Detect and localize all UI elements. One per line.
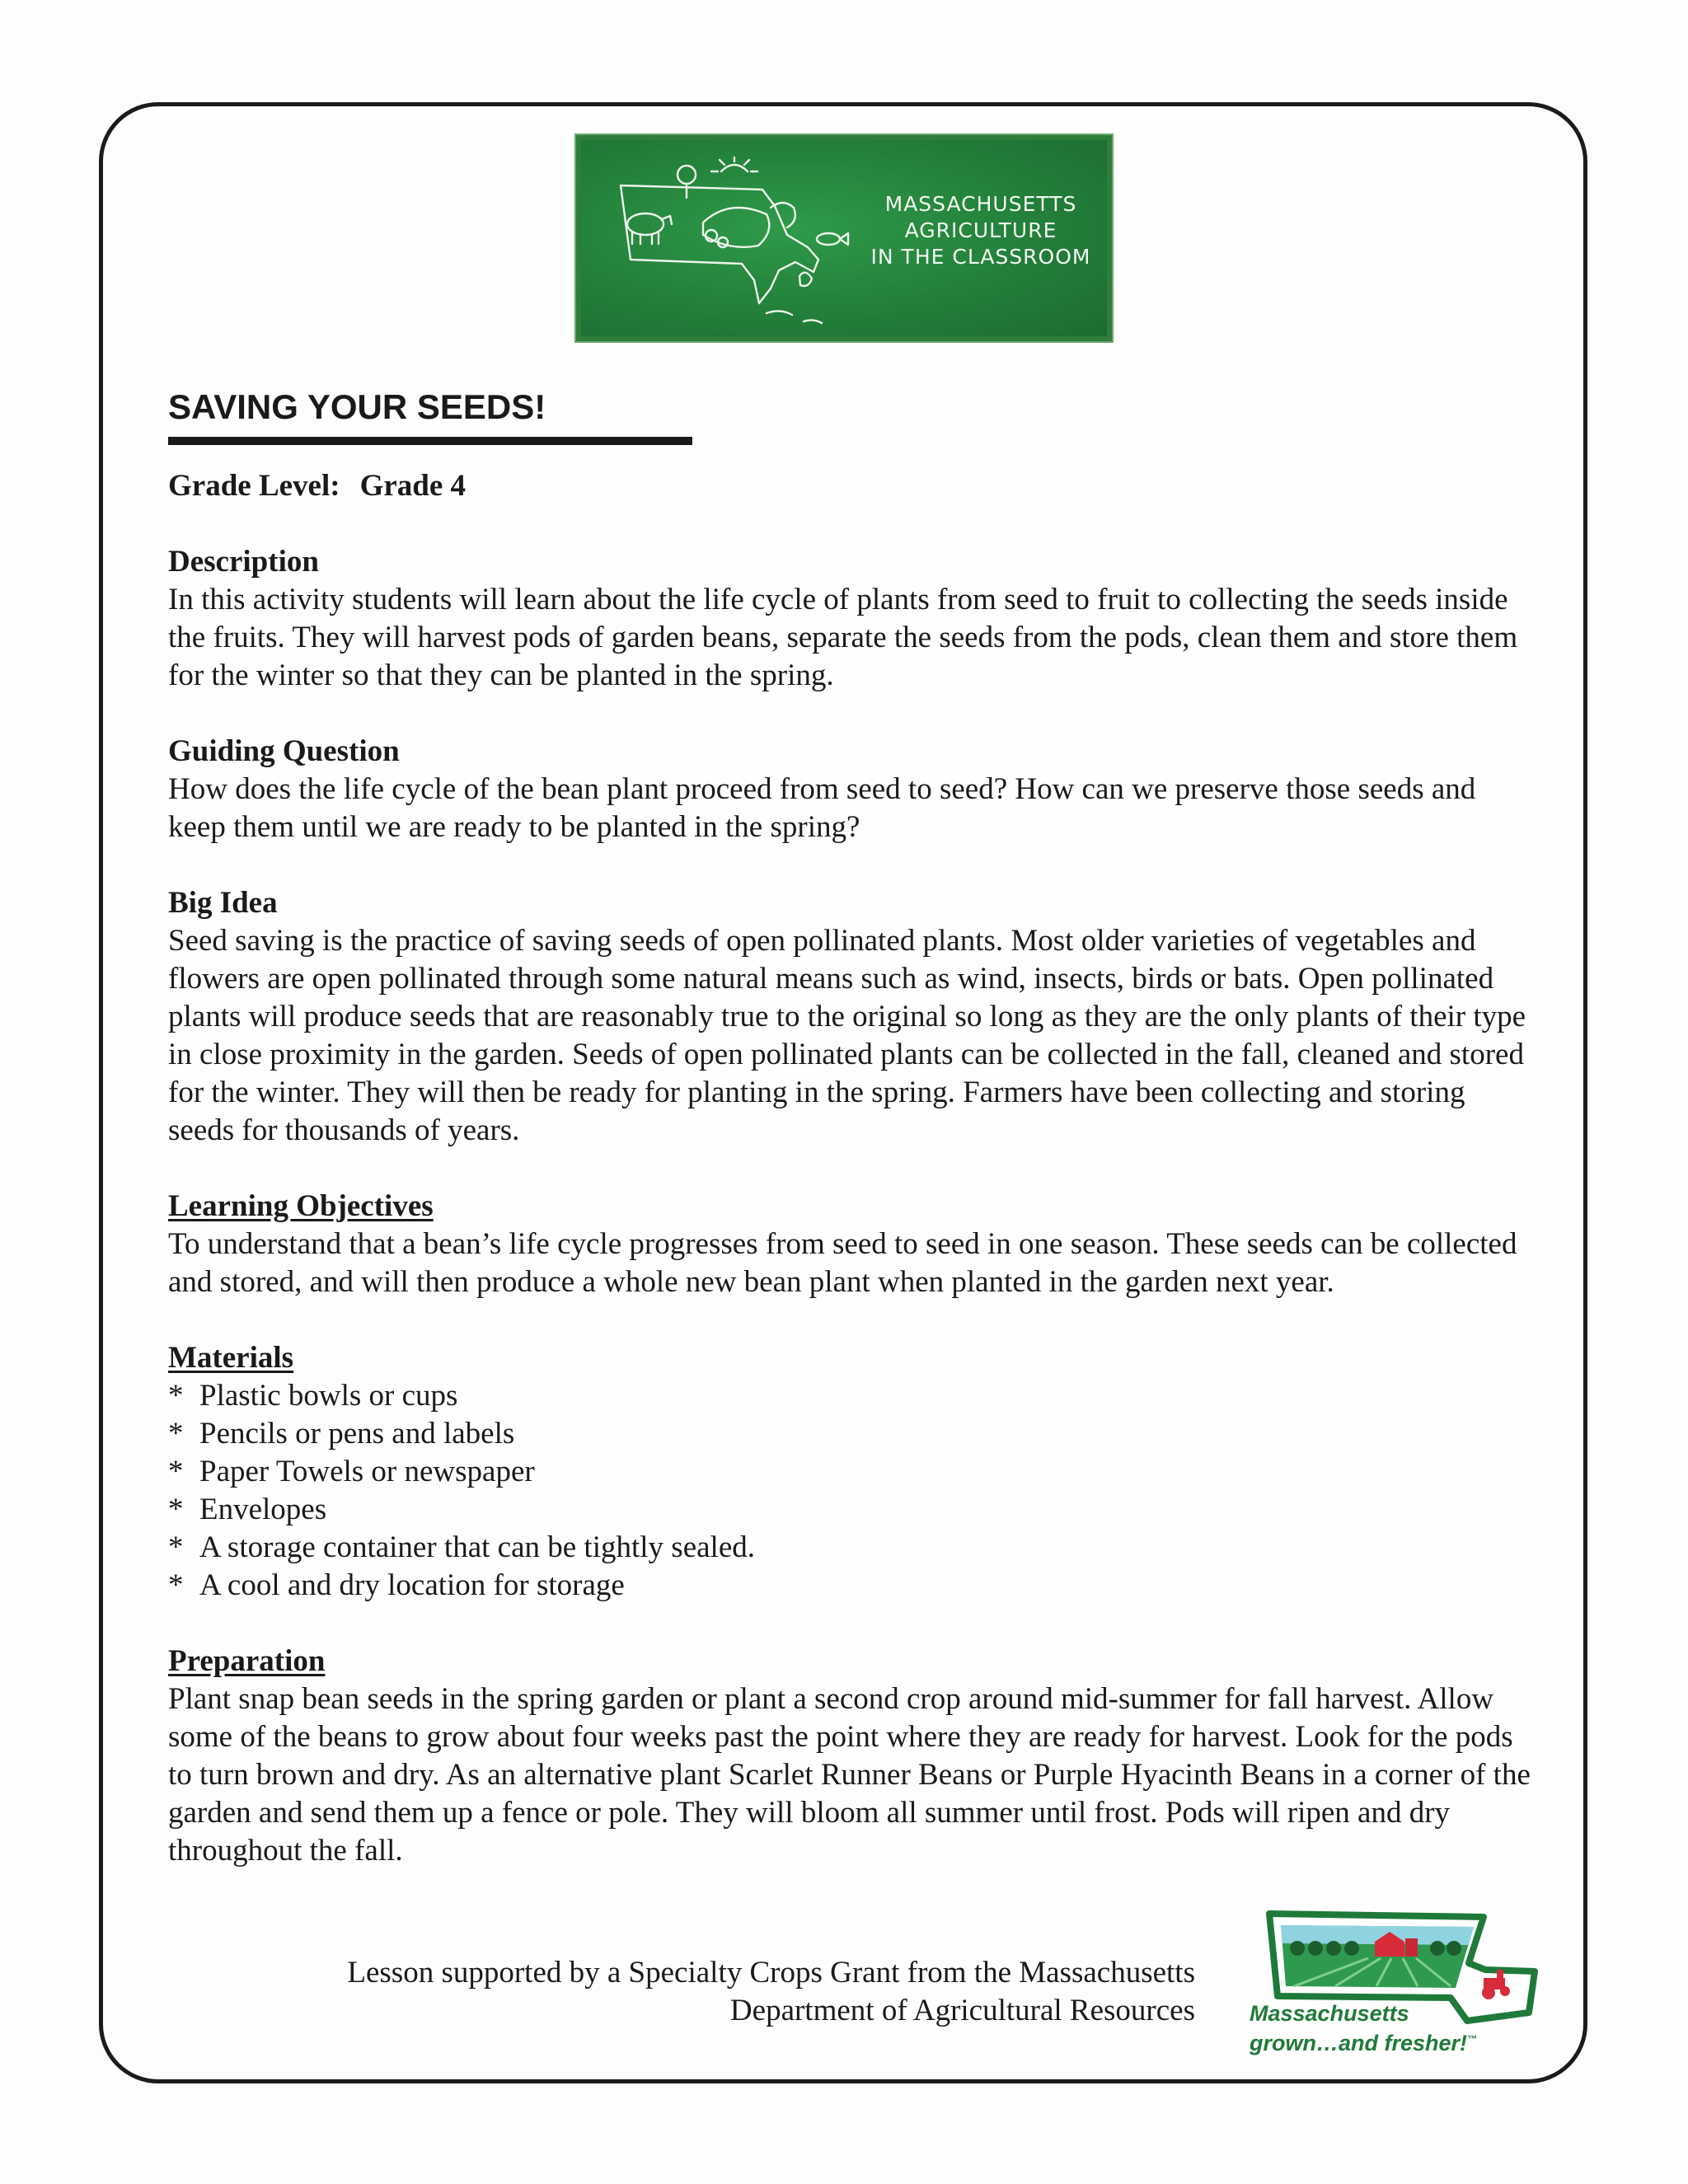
guiding-question-heading: Guiding Question: [168, 734, 400, 768]
description-section: [168, 543, 1536, 695]
page-title: SAVING YOUR SEEDS!: [168, 387, 546, 426]
preparation-heading: Preparation: [168, 1644, 326, 1678]
description-heading: Description: [168, 545, 319, 579]
title-underline: [168, 437, 692, 445]
grade-level-value: Grade 4: [359, 469, 467, 503]
lesson-body: [168, 467, 1536, 1870]
agriculture-in-the-classroom-logo: [576, 135, 1112, 341]
big-idea-section: [168, 884, 1536, 1150]
list-item: * A storage container that can be tightly sealed.: [168, 1530, 755, 1564]
materials-section: [168, 1339, 1536, 1605]
preparation-section: [168, 1643, 1536, 1870]
grade-level: [168, 467, 1536, 505]
massachusetts-grown-line-1: Massachusetts: [1250, 2001, 1409, 2026]
materials-heading: Materials: [168, 1341, 294, 1375]
description-text: In this activity students will learn about the life cycle of plants from seed to fruit to collecting the seeds inside the fruits. They will harvest pods of garden beans, separate the seeds from the pods, clean them and store them for the winter so that they can be planted in the spring.: [168, 583, 1518, 692]
big-idea-text: Seed saving is the practice of saving seeds of open pollinated plants. Most older varieties of vegetables and flowers are open pollinated through some natural means such as wind, insects, birds or bats. Open pollinated plants will produce seeds that are reasonably true to the original so long as they are the only plants of their type in close proximity in the garden. Seeds of open pollinated plants can be collected in the fall, cleaned and stored for the winter. They will then be ready for planting in the spring. Farmers have been collecting and storing seeds for thousands of years.: [168, 924, 1526, 1147]
list-item: * Paper Towels or newspaper: [168, 1455, 535, 1488]
big-idea-heading: Big Idea: [168, 886, 278, 920]
learning-objectives-text: To understand that a bean’s life cycle progresses from seed to seed in one season. These seeds can be collected and stored, and will then produce a whole new bean plant when planted in the garden next year.: [168, 1227, 1517, 1299]
list-item: * Pencils or pens and labels: [168, 1417, 515, 1451]
chalk-drawing-icon: [598, 157, 870, 330]
learning-objectives-section: [168, 1188, 1536, 1301]
preparation-text: Plant snap bean seeds in the spring garden or plant a second crop around mid-summer for fall harvest. Allow some of the beans to grow about four weeks past the point where they are ready for harvest. Look for the pods to turn brown and dry. As an alternative plant Scarlet Runner Beans or Purple Hyacinth Beans in a corner of the garden and send them up a fence or pole. They will bloom all summer until frost. Pods will ripen and dry throughout the fall.: [168, 1682, 1531, 1868]
grant-credit-line-2: Department of Agricultural Resources: [729, 1994, 1195, 2027]
guiding-question-text: How does the life cycle of the bean plant proceed from seed to seed? How can we preserve those seeds and keep them until we are ready to be planted in the spring?: [168, 772, 1476, 844]
grant-credit-line-1: Lesson supported by a Specialty Crops Grant from the Massachusetts: [347, 1956, 1195, 1990]
list-item: * Envelopes: [168, 1493, 327, 1526]
massachusetts-grown-caption: [1250, 2001, 1477, 2056]
logo-caption: MASSACHUSETTS AGRICULTURE IN THE CLASSROOM: [870, 192, 1091, 269]
list-item: * Plastic bowls or cups: [168, 1379, 458, 1413]
grant-credit: [347, 1954, 1195, 2030]
materials-list: [168, 1377, 1536, 1605]
grade-level-label: Grade Level:: [168, 469, 340, 503]
list-item: * A cool and dry location for storage: [168, 1568, 625, 1602]
learning-objectives-heading: Learning Objectives: [168, 1189, 434, 1223]
guiding-question-section: [168, 733, 1536, 846]
massachusetts-grown-line-2: grown…and fresher!™: [1250, 2031, 1478, 2055]
